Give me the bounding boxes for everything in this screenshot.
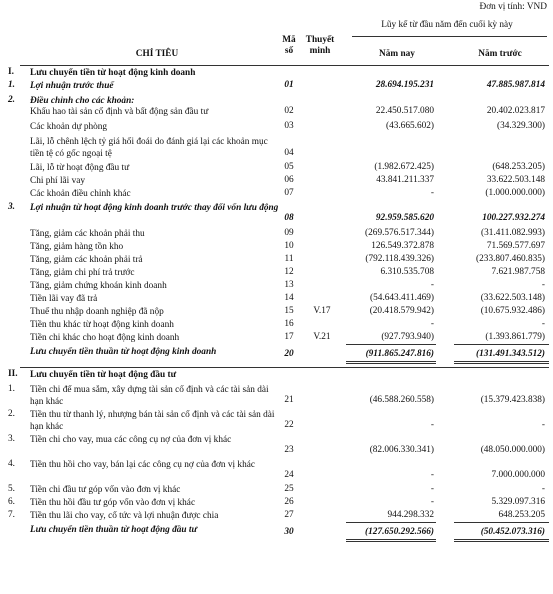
row-code: 22 xyxy=(284,420,294,430)
value-current-year: (20.418.579.942) xyxy=(369,306,434,316)
row-label: Lưu chuyển tiền từ hoạt động đầu tư xyxy=(30,370,177,380)
row-label: Lãi, lỗ chênh lệch tỷ giá hối đoái do đánh giá lại các khoản mục tiền tệ có gốc ngoại tệ xyxy=(30,137,268,159)
row-label: Lưu chuyển tiền từ hoạt động kinh doanh xyxy=(30,68,196,78)
row-number: 6. xyxy=(8,497,15,507)
row-label: Lợi nhuận trước thuế xyxy=(30,81,114,91)
value-current-year: - xyxy=(430,188,434,198)
value-previous-year: (15.379.423.838) xyxy=(480,395,545,405)
value-previous-year: 7.000.000.000 xyxy=(491,470,545,480)
table-row xyxy=(0,383,553,408)
row-code: 25 xyxy=(284,484,294,494)
row-number: 1. xyxy=(8,384,15,394)
row-note: V.17 xyxy=(313,306,331,316)
row-number: 1. xyxy=(8,80,15,90)
row-code: 26 xyxy=(284,497,294,507)
row-number: 2. xyxy=(8,95,15,105)
table-row xyxy=(0,331,553,345)
table-row xyxy=(0,240,553,253)
table-row xyxy=(0,253,553,266)
row-code: 17 xyxy=(284,332,294,342)
total-row xyxy=(0,345,553,367)
table-row xyxy=(0,105,553,120)
row-code: 14 xyxy=(284,293,294,303)
value-previous-year: 648.253.205 xyxy=(498,510,545,520)
value-current-year: (54.643.411.469) xyxy=(370,293,434,303)
section-row xyxy=(0,367,553,383)
value-current-year: (82.006.330.341) xyxy=(369,445,434,455)
row-label: Tăng, giảm các khoản phải trả xyxy=(30,255,143,265)
nam-nay-header: Năm nay xyxy=(379,49,415,59)
table-row xyxy=(0,318,553,331)
value-current-year: 126.549.372.878 xyxy=(371,241,434,251)
value-current-year: (927.793.940) xyxy=(381,332,434,342)
row-code: 04 xyxy=(284,148,294,158)
value-current-year: - xyxy=(430,484,434,494)
table-row xyxy=(0,161,553,174)
header-divider xyxy=(352,36,547,37)
table-row xyxy=(0,266,553,279)
row-label: Tiền thu khác từ hoạt động kinh doanh xyxy=(30,320,174,330)
row-note: V.21 xyxy=(313,332,331,342)
row-label: Các khoản điều chỉnh khác xyxy=(30,189,131,199)
value-current-year: - xyxy=(430,497,434,507)
value-current-year: 28.694.195.231 xyxy=(375,80,434,90)
row-number: 3. xyxy=(8,434,15,444)
value-previous-year: - xyxy=(541,420,545,430)
accumulated-header: Lũy kế từ đầu năm đến cuối kỳ này xyxy=(381,20,513,30)
value-previous-year: - xyxy=(541,484,545,494)
value-current-year: (792.118.439.326) xyxy=(365,254,434,264)
row-code: 20 xyxy=(284,349,294,359)
row-label: Tiền thu từ thanh lý, nhượng bán tài sản cố định và các tài sản dài hạn khác xyxy=(30,410,275,432)
table-row xyxy=(0,174,553,187)
row-label: Tiền lãi vay đã trả xyxy=(30,294,98,304)
total-double-underline xyxy=(454,361,549,364)
value-previous-year: 100.227.932.274 xyxy=(482,213,545,223)
row-number: II. xyxy=(8,369,18,379)
table-row xyxy=(0,279,553,292)
value-previous-year: (34.329.300) xyxy=(496,121,545,131)
table-row xyxy=(0,135,553,161)
table-row xyxy=(0,120,553,135)
row-label: Tăng, giảm chứng khoán kinh doanh xyxy=(30,281,167,291)
value-previous-year: 5.329.097.316 xyxy=(491,497,545,507)
row-label: Tăng, giảm chi phí trả trước xyxy=(30,268,135,278)
row-number: 5. xyxy=(8,484,15,494)
value-current-year: 944.298.332 xyxy=(387,510,434,520)
value-previous-year: 33.622.503.148 xyxy=(486,175,545,185)
value-current-year: - xyxy=(430,280,434,290)
value-current-year: - xyxy=(430,420,434,430)
row-label: Tăng, giảm các khoản phải thu xyxy=(30,229,145,239)
table-row xyxy=(0,483,553,496)
table-header xyxy=(0,16,553,66)
value-current-year: - xyxy=(430,319,434,329)
row-code: 11 xyxy=(284,254,294,264)
value-current-year: (1.982.672.425) xyxy=(374,162,434,172)
value-current-year: 6.310.535.708 xyxy=(380,267,434,277)
row-code: 08 xyxy=(284,213,294,223)
row-code: 27 xyxy=(284,510,294,520)
row-label: Tăng, giảm hàng tồn kho xyxy=(30,242,124,252)
value-previous-year: (648.253.205) xyxy=(492,162,545,172)
row-code: 06 xyxy=(284,175,294,185)
row-label: Tiền chi để mua sắm, xây dựng tài sản cố định và các tài sản dài hạn khác xyxy=(30,385,269,407)
row-label: Tiền chi cho vay, mua các công cụ nợ của đơn vị khác xyxy=(30,435,232,445)
row-label: Tiền chi khác cho hoạt động kinh doanh xyxy=(30,333,180,343)
value-current-year: (43.665.602) xyxy=(385,121,434,131)
table-row xyxy=(0,458,553,483)
nam-truoc-header: Năm trước xyxy=(478,49,522,59)
row-code: 02 xyxy=(284,106,294,116)
row-label: Khấu hao tài sản cố định và bất động sản đầu tư xyxy=(30,107,209,117)
total-double-underline xyxy=(346,361,436,364)
row-code: 30 xyxy=(284,527,294,537)
table-row xyxy=(0,433,553,458)
row-code: 10 xyxy=(284,241,294,251)
value-previous-year: 47.885.987.814 xyxy=(486,80,545,90)
total-row xyxy=(0,523,553,543)
table-row xyxy=(0,496,553,509)
row-code: 07 xyxy=(284,188,294,198)
row-label: Lợi nhuận từ hoạt động kinh doanh trước thay đổi vốn lưu động xyxy=(30,203,279,213)
value-previous-year: (1.393.861.779) xyxy=(485,332,545,342)
section-row xyxy=(0,65,553,79)
row-label: Tiền chi đầu tư góp vốn vào đơn vị khác xyxy=(30,485,181,495)
row-label: Chi phí lãi vay xyxy=(30,176,86,186)
row-label: Điều chỉnh cho các khoản: xyxy=(30,96,135,106)
table-row xyxy=(0,509,553,523)
row-label: Lãi, lỗ từ hoạt động đầu tư xyxy=(30,163,130,173)
value-previous-year: (33.622.503.148) xyxy=(480,293,545,303)
value-current-year: (269.576.517.344) xyxy=(365,228,434,238)
row-code: 13 xyxy=(284,280,294,290)
value-current-year: (127.650.292.566) xyxy=(365,527,434,537)
value-previous-year: - xyxy=(541,280,545,290)
section-rule xyxy=(20,65,549,66)
chi-tieu-header: CHỈ TIÊU xyxy=(135,49,179,59)
row-code: 09 xyxy=(284,228,294,238)
value-previous-year: 71.569.577.697 xyxy=(486,241,545,251)
value-previous-year: (233.807.460.835) xyxy=(476,254,545,264)
row-label: Tiền thu hồi đầu tư góp vốn vào đơn vị khác xyxy=(30,498,196,508)
row-number: 4. xyxy=(8,459,15,469)
value-current-year: (911.865.247.816) xyxy=(365,349,434,359)
row-code: 12 xyxy=(284,267,294,277)
total-double-underline xyxy=(346,539,436,542)
value-previous-year: (48.050.000.000) xyxy=(480,445,545,455)
thuyet-minh-header: Thuyết minh xyxy=(305,35,335,56)
value-current-year: - xyxy=(430,470,434,480)
row-code: 01 xyxy=(284,80,294,90)
row-number: I. xyxy=(8,67,14,77)
table-row xyxy=(0,201,553,227)
row-code: 15 xyxy=(284,306,294,316)
unit-label: Đơn vị tính: VND xyxy=(479,2,547,12)
row-code: 03 xyxy=(284,121,294,131)
row-code: 21 xyxy=(284,395,294,405)
row-number: 2. xyxy=(8,409,15,419)
row-number: 7. xyxy=(8,510,15,520)
row-code: 16 xyxy=(284,319,294,329)
row-code: 05 xyxy=(284,162,294,172)
value-previous-year: 20.402.023.817 xyxy=(486,106,545,116)
table-row xyxy=(0,94,553,105)
value-current-year: 43.841.211.337 xyxy=(376,175,434,185)
row-label: Tiền thu lãi cho vay, cổ tức và lợi nhuận được chia xyxy=(30,511,219,521)
value-current-year: 22.450.517.080 xyxy=(375,106,434,116)
value-previous-year: (1.000.000.000) xyxy=(485,188,545,198)
value-previous-year: (131.491.343.512) xyxy=(476,349,545,359)
row-number: 3. xyxy=(8,202,15,212)
table-row xyxy=(0,79,553,94)
value-previous-year: (10.675.932.486) xyxy=(480,306,545,316)
table-row xyxy=(0,292,553,305)
row-label: Thuế thu nhập doanh nghiệp đã nộp xyxy=(30,307,164,317)
row-label: Các khoản dự phòng xyxy=(30,122,108,132)
value-previous-year: (50.452.073.316) xyxy=(480,527,545,537)
table-row xyxy=(0,408,553,433)
value-current-year: (46.588.260.558) xyxy=(369,395,434,405)
table-row xyxy=(0,187,553,201)
value-current-year: 92.959.585.620 xyxy=(375,213,434,223)
row-label: Lưu chuyển tiền thuần từ hoạt động kinh doanh xyxy=(30,347,217,357)
value-previous-year: 7.621.987.758 xyxy=(491,267,545,277)
ma-so-header: Mã số xyxy=(282,35,296,56)
table-row xyxy=(0,305,553,318)
value-previous-year: (31.411.082.993) xyxy=(481,228,545,238)
value-previous-year: - xyxy=(541,319,545,329)
table-row xyxy=(0,227,553,240)
total-double-underline xyxy=(454,539,549,542)
row-label: Tiền thu hồi cho vay, bán lại các công cụ nợ của đơn vị khác xyxy=(30,460,255,470)
cash-flow-table xyxy=(0,65,553,543)
row-code: 23 xyxy=(284,445,294,455)
row-code: 24 xyxy=(284,470,294,480)
row-label: Lưu chuyển tiền thuần từ hoạt động đầu tư xyxy=(30,525,198,535)
section-rule xyxy=(20,367,549,368)
